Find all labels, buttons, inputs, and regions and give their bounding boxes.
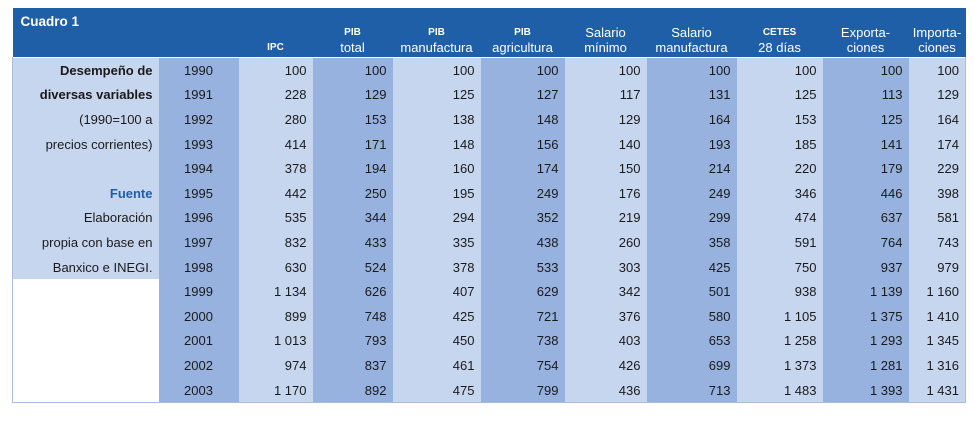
- value-cell: 1 316: [909, 353, 966, 378]
- value-cell: 899: [239, 304, 313, 329]
- value-cell: 378: [393, 255, 481, 280]
- column-header-line2: ciones: [846, 40, 885, 55]
- column-header-line1: Importa-: [912, 25, 962, 40]
- value-cell: 450: [393, 329, 481, 354]
- table-row: [13, 230, 966, 255]
- value-cell: 148: [481, 107, 565, 132]
- column-header: [737, 8, 823, 58]
- value-cell: 195: [393, 181, 481, 206]
- value-cell: 748: [313, 304, 393, 329]
- value-cell: 131: [647, 83, 737, 108]
- column-header: [565, 8, 647, 58]
- value-cell: 630: [239, 255, 313, 280]
- value-cell: 113: [823, 83, 909, 108]
- value-cell: 174: [481, 156, 565, 181]
- value-cell: 160: [393, 156, 481, 181]
- value-cell: 303: [565, 255, 647, 280]
- column-header-line1: CETES: [762, 27, 797, 38]
- value-cell: 1 373: [737, 353, 823, 378]
- column-header: [393, 8, 481, 58]
- value-cell: 1 170: [239, 378, 313, 403]
- year-cell: 1998: [159, 255, 239, 280]
- value-cell: 219: [565, 206, 647, 231]
- value-cell: 100: [393, 58, 481, 83]
- value-cell: 433: [313, 230, 393, 255]
- value-cell: 1 375: [823, 304, 909, 329]
- table-row: [13, 156, 966, 181]
- column-header-line2: agricultura: [492, 40, 553, 55]
- value-cell: 346: [737, 181, 823, 206]
- value-cell: 938: [737, 279, 823, 304]
- value-cell: 637: [823, 206, 909, 231]
- value-cell: 713: [647, 378, 737, 403]
- column-header: [313, 8, 393, 58]
- column-header-line1: Salario: [585, 25, 626, 40]
- value-cell: 117: [565, 83, 647, 108]
- value-cell: 129: [909, 83, 966, 108]
- column-header-line1: Exporta-: [840, 25, 891, 40]
- column-header: [823, 8, 909, 58]
- year-cell: 2002: [159, 353, 239, 378]
- value-cell: 426: [565, 353, 647, 378]
- note-cell: Banxico e INEGI.: [13, 255, 159, 280]
- column-header-line1: Salario: [671, 25, 712, 40]
- column-header-line2: mínimo: [584, 40, 627, 55]
- note-cell: propia con base en: [13, 230, 159, 255]
- year-cell: 1999: [159, 279, 239, 304]
- value-cell: 125: [823, 107, 909, 132]
- table-body: [13, 58, 966, 403]
- value-cell: 344: [313, 206, 393, 231]
- value-cell: 280: [239, 107, 313, 132]
- table-row: [13, 83, 966, 108]
- value-cell: 403: [565, 329, 647, 354]
- value-cell: 294: [393, 206, 481, 231]
- value-cell: 1 393: [823, 378, 909, 403]
- value-cell: 220: [737, 156, 823, 181]
- value-cell: 299: [647, 206, 737, 231]
- column-header-line1: PIB: [514, 27, 531, 38]
- value-cell: 100: [737, 58, 823, 83]
- value-cell: 407: [393, 279, 481, 304]
- value-cell: 626: [313, 279, 393, 304]
- year-cell: 1996: [159, 206, 239, 231]
- value-cell: 1 105: [737, 304, 823, 329]
- value-cell: 436: [565, 378, 647, 403]
- value-cell: 1 258: [737, 329, 823, 354]
- value-cell: 738: [481, 329, 565, 354]
- note-cell: Elaboración: [13, 206, 159, 231]
- value-cell: 156: [481, 132, 565, 157]
- column-header-line2: ciones: [918, 40, 956, 55]
- value-cell: 974: [239, 353, 313, 378]
- value-cell: 591: [737, 230, 823, 255]
- value-cell: 125: [393, 83, 481, 108]
- value-cell: 249: [647, 181, 737, 206]
- value-cell: 179: [823, 156, 909, 181]
- value-cell: 153: [737, 107, 823, 132]
- value-cell: 171: [313, 132, 393, 157]
- year-cell: 1993: [159, 132, 239, 157]
- value-cell: 699: [647, 353, 737, 378]
- value-cell: 335: [393, 230, 481, 255]
- year-cell: 1991: [159, 83, 239, 108]
- value-cell: 129: [565, 107, 647, 132]
- value-cell: 461: [393, 353, 481, 378]
- value-cell: 475: [393, 378, 481, 403]
- value-cell: 581: [909, 206, 966, 231]
- value-cell: 164: [647, 107, 737, 132]
- value-cell: 100: [481, 58, 565, 83]
- value-cell: 442: [239, 181, 313, 206]
- column-header: [239, 8, 313, 58]
- value-cell: 474: [737, 206, 823, 231]
- value-cell: 446: [823, 181, 909, 206]
- value-cell: 1 293: [823, 329, 909, 354]
- value-cell: 524: [313, 255, 393, 280]
- value-cell: 100: [909, 58, 966, 83]
- value-cell: 1 345: [909, 329, 966, 354]
- value-cell: 250: [313, 181, 393, 206]
- value-cell: 832: [239, 230, 313, 255]
- value-cell: 535: [239, 206, 313, 231]
- year-cell: 1997: [159, 230, 239, 255]
- value-cell: 754: [481, 353, 565, 378]
- value-cell: 398: [909, 181, 966, 206]
- value-cell: 629: [481, 279, 565, 304]
- column-header-line1: PIB: [428, 27, 445, 38]
- value-cell: 358: [647, 230, 737, 255]
- table-row: [13, 132, 966, 157]
- value-cell: 501: [647, 279, 737, 304]
- column-header-line2: 28 días: [758, 40, 801, 55]
- value-cell: 153: [313, 107, 393, 132]
- value-cell: 533: [481, 255, 565, 280]
- table-row: [13, 206, 966, 231]
- value-cell: 1 160: [909, 279, 966, 304]
- table-row: [13, 107, 966, 132]
- table-row: [13, 58, 966, 83]
- column-header: [647, 8, 737, 58]
- value-cell: 140: [565, 132, 647, 157]
- blank-cell: [13, 279, 159, 402]
- value-cell: 249: [481, 181, 565, 206]
- value-cell: 260: [565, 230, 647, 255]
- value-cell: 750: [737, 255, 823, 280]
- value-cell: 100: [565, 58, 647, 83]
- value-cell: 150: [565, 156, 647, 181]
- year-header: [159, 8, 239, 58]
- note-cell: Fuente: [13, 181, 159, 206]
- value-cell: 141: [823, 132, 909, 157]
- value-cell: 1 134: [239, 279, 313, 304]
- table-title: Cuadro 1: [13, 8, 159, 58]
- value-cell: 1 483: [737, 378, 823, 403]
- column-header: [909, 8, 966, 58]
- year-cell: 1995: [159, 181, 239, 206]
- value-cell: 799: [481, 378, 565, 403]
- year-cell: 2003: [159, 378, 239, 403]
- value-cell: 653: [647, 329, 737, 354]
- value-cell: 1 139: [823, 279, 909, 304]
- value-cell: 193: [647, 132, 737, 157]
- value-cell: 438: [481, 230, 565, 255]
- value-cell: 129: [313, 83, 393, 108]
- value-cell: 425: [393, 304, 481, 329]
- year-cell: 2001: [159, 329, 239, 354]
- table-row: [13, 279, 966, 304]
- value-cell: 580: [647, 304, 737, 329]
- value-cell: 148: [393, 132, 481, 157]
- value-cell: 138: [393, 107, 481, 132]
- column-header-line2: IPC: [267, 42, 284, 53]
- value-cell: 764: [823, 230, 909, 255]
- note-cell: [13, 156, 159, 181]
- value-cell: 228: [239, 83, 313, 108]
- value-cell: 342: [565, 279, 647, 304]
- value-cell: 214: [647, 156, 737, 181]
- value-cell: 174: [909, 132, 966, 157]
- value-cell: 979: [909, 255, 966, 280]
- value-cell: 937: [823, 255, 909, 280]
- value-cell: 743: [909, 230, 966, 255]
- value-cell: 194: [313, 156, 393, 181]
- value-cell: 376: [565, 304, 647, 329]
- year-cell: 1994: [159, 156, 239, 181]
- data-table: [12, 8, 966, 403]
- value-cell: 100: [647, 58, 737, 83]
- table-row: [13, 255, 966, 280]
- value-cell: 793: [313, 329, 393, 354]
- note-cell: Desempeño de: [13, 58, 159, 83]
- value-cell: 185: [737, 132, 823, 157]
- year-cell: 2000: [159, 304, 239, 329]
- value-cell: 164: [909, 107, 966, 132]
- column-header-line2: total: [340, 40, 365, 55]
- value-cell: 378: [239, 156, 313, 181]
- value-cell: 100: [239, 58, 313, 83]
- value-cell: 892: [313, 378, 393, 403]
- value-cell: 229: [909, 156, 966, 181]
- value-cell: 425: [647, 255, 737, 280]
- value-cell: 837: [313, 353, 393, 378]
- value-cell: 1 281: [823, 353, 909, 378]
- note-cell: diversas variables: [13, 83, 159, 108]
- value-cell: 100: [313, 58, 393, 83]
- value-cell: 100: [823, 58, 909, 83]
- column-header-line1: PIB: [344, 27, 361, 38]
- value-cell: 176: [565, 181, 647, 206]
- value-cell: 1 431: [909, 378, 966, 403]
- column-header-line2: manufactura: [400, 40, 473, 55]
- value-cell: 352: [481, 206, 565, 231]
- table-container: [12, 8, 965, 403]
- note-cell: (1990=100 a: [13, 107, 159, 132]
- value-cell: 1 013: [239, 329, 313, 354]
- column-header-line2: manufactura: [655, 40, 728, 55]
- value-cell: 127: [481, 83, 565, 108]
- year-cell: 1992: [159, 107, 239, 132]
- value-cell: 1 410: [909, 304, 966, 329]
- value-cell: 721: [481, 304, 565, 329]
- note-cell: precios corrientes): [13, 132, 159, 157]
- column-header: [481, 8, 565, 58]
- year-cell: 1990: [159, 58, 239, 83]
- table-row: [13, 181, 966, 206]
- header-row: [13, 8, 966, 58]
- value-cell: 414: [239, 132, 313, 157]
- value-cell: 125: [737, 83, 823, 108]
